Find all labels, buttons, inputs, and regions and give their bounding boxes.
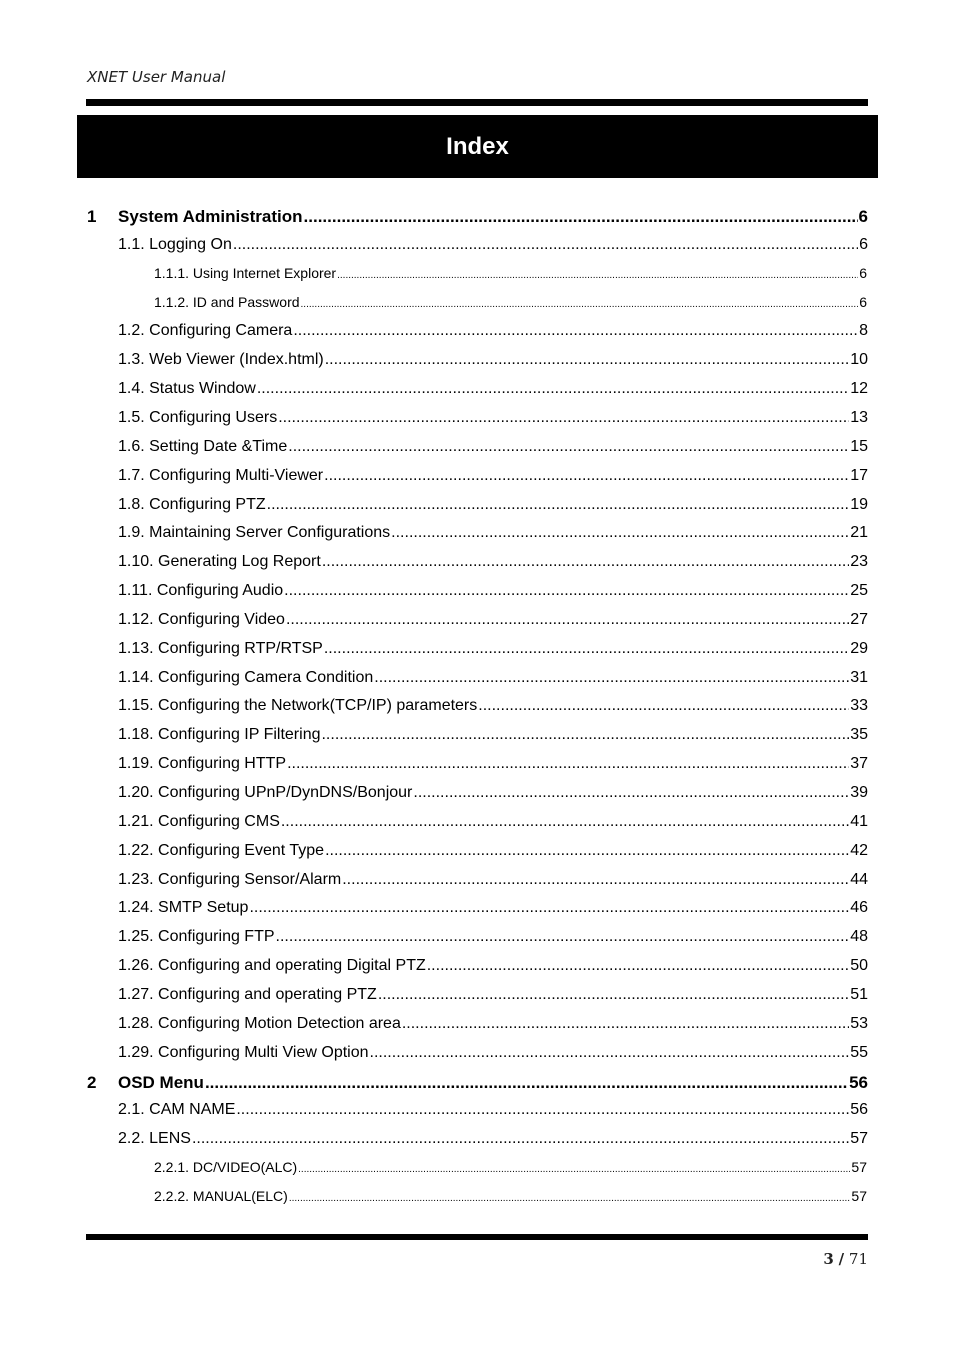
toc-entry-label: 1.20. Configuring UPnP/DynDNS/Bonjour bbox=[118, 784, 413, 801]
dot-leader bbox=[267, 496, 850, 514]
page-separator: / bbox=[838, 1250, 845, 1268]
toc-entry[interactable] bbox=[118, 1015, 868, 1033]
toc-entry[interactable] bbox=[87, 207, 868, 227]
toc-entry[interactable] bbox=[118, 871, 868, 889]
toc-page-number: 8 bbox=[859, 322, 868, 340]
toc-page-number: 42 bbox=[850, 841, 868, 859]
toc-entry[interactable] bbox=[118, 611, 868, 629]
toc-entry-label: 1.11. Configuring Audio bbox=[118, 582, 284, 600]
dot-leader bbox=[192, 1130, 849, 1148]
toc-page-number: 25 bbox=[850, 582, 868, 600]
dot-leader bbox=[413, 784, 849, 802]
toc-entry[interactable] bbox=[118, 1044, 868, 1062]
toc-entry[interactable] bbox=[118, 928, 868, 946]
dot-leader bbox=[325, 842, 849, 860]
dot-leader bbox=[286, 611, 849, 629]
toc-entry-label: 1.18. Configuring IP Filtering bbox=[118, 726, 321, 744]
dot-leader bbox=[370, 1044, 850, 1062]
toc-page-number: 56 bbox=[849, 1072, 868, 1092]
toc-section-number: 2 bbox=[87, 1072, 97, 1092]
dot-leader bbox=[322, 553, 849, 571]
toc-entry[interactable] bbox=[154, 1188, 867, 1204]
toc-page-number: 31 bbox=[850, 668, 868, 686]
toc-entry[interactable] bbox=[118, 380, 868, 398]
toc-entry[interactable] bbox=[118, 236, 868, 254]
toc-page-number: 12 bbox=[850, 380, 868, 398]
toc-entry[interactable] bbox=[118, 669, 868, 687]
toc-entry-label: 1.23. Configuring Sensor/Alarm bbox=[118, 870, 342, 888]
dot-leader bbox=[284, 582, 849, 600]
dot-leader bbox=[321, 726, 849, 744]
toc-entry-label: OSD Menu bbox=[118, 1072, 204, 1092]
toc-entry[interactable] bbox=[118, 755, 868, 773]
toc-page-number: 37 bbox=[850, 755, 868, 773]
toc-entry-label: 1.3. Web Viewer (Index.html) bbox=[118, 351, 324, 369]
toc-page-number: 44 bbox=[850, 870, 868, 888]
toc-page-number: 46 bbox=[850, 899, 868, 917]
toc-entry-label: System Administration bbox=[118, 207, 303, 226]
toc-page-number: 35 bbox=[850, 726, 868, 744]
toc-entry[interactable] bbox=[154, 265, 867, 281]
toc-page-number: 50 bbox=[850, 957, 868, 975]
toc-entry-label: 1.1.2. ID and Password bbox=[154, 293, 300, 310]
toc-entry[interactable] bbox=[118, 640, 868, 658]
toc-page-number: 55 bbox=[850, 1043, 868, 1061]
toc-entry[interactable] bbox=[118, 409, 868, 427]
toc-entry[interactable] bbox=[118, 986, 868, 1004]
dot-leader bbox=[324, 467, 849, 485]
toc-entry[interactable] bbox=[118, 1101, 868, 1119]
toc-entry[interactable] bbox=[118, 553, 868, 571]
toc-entry[interactable] bbox=[118, 496, 868, 514]
index-banner bbox=[77, 115, 878, 178]
toc-page-number: 6 bbox=[858, 207, 868, 226]
toc-entry-label: 1.8. Configuring PTZ bbox=[118, 495, 266, 513]
toc-entry-label: 2.2.1. DC/VIDEO(ALC) bbox=[154, 1159, 298, 1176]
dot-leader bbox=[288, 438, 849, 456]
toc-entry[interactable] bbox=[154, 1159, 867, 1175]
toc-page-number: 23 bbox=[850, 553, 868, 571]
toc-section-number: 1 bbox=[87, 207, 97, 226]
toc-page-number: 6 bbox=[859, 293, 867, 310]
toc-entry[interactable] bbox=[118, 322, 868, 340]
toc-entry[interactable] bbox=[118, 351, 868, 369]
dot-leader bbox=[281, 813, 849, 831]
toc-page-number: 57 bbox=[851, 1159, 867, 1176]
toc-entry-label: 1.22. Configuring Event Type bbox=[118, 841, 325, 859]
page-number bbox=[823, 1250, 868, 1268]
toc-entry-label: 1.4. Status Window bbox=[118, 380, 256, 398]
toc-entry-label: 1.9. Maintaining Server Configurations bbox=[118, 524, 391, 542]
toc-entry[interactable] bbox=[118, 957, 868, 975]
dot-leader bbox=[278, 409, 849, 427]
dot-leader bbox=[391, 524, 849, 542]
dot-leader bbox=[287, 755, 849, 773]
toc-entry[interactable] bbox=[118, 467, 868, 485]
current-page: 3 bbox=[823, 1250, 834, 1268]
toc-entry-label: 1.28. Configuring Motion Detection area bbox=[118, 1014, 401, 1032]
toc-entry-label: 1.25. Configuring FTP bbox=[118, 928, 275, 946]
dot-leader bbox=[233, 236, 858, 254]
dot-leader bbox=[342, 871, 849, 889]
toc-entry-label: 2.1. CAM NAME bbox=[118, 1101, 236, 1119]
toc-entry[interactable] bbox=[118, 582, 868, 600]
toc-page-number: 21 bbox=[850, 524, 868, 542]
toc-entry-label: 1.14. Configuring Camera Condition bbox=[118, 668, 374, 686]
index-title: Index bbox=[446, 132, 509, 160]
toc-entry[interactable] bbox=[118, 899, 868, 917]
toc-entry-label: 1.1.1. Using Internet Explorer bbox=[154, 264, 337, 281]
top-divider bbox=[86, 99, 868, 106]
toc-page-number: 48 bbox=[850, 928, 868, 946]
manual-title: XNET User Manual bbox=[87, 68, 226, 86]
dot-leader bbox=[337, 270, 858, 281]
dot-leader bbox=[236, 1101, 849, 1119]
toc-entry-label: 1.13. Configuring RTP/RTSP bbox=[118, 639, 323, 657]
dot-leader bbox=[324, 640, 849, 658]
toc-entry-label: 1.26. Configuring and operating Digital PTZ bbox=[118, 957, 426, 975]
toc-page-number: 51 bbox=[850, 985, 868, 1003]
dot-leader bbox=[249, 899, 849, 917]
total-pages: 71 bbox=[848, 1250, 868, 1268]
toc-entry-label: 1.29. Configuring Multi View Option bbox=[118, 1043, 369, 1061]
toc-entry[interactable] bbox=[118, 438, 868, 456]
dot-leader bbox=[478, 697, 849, 715]
dot-leader bbox=[289, 1193, 851, 1204]
toc-entry-label: 1.15. Configuring the Network(TCP/IP) parameters bbox=[118, 697, 478, 715]
toc-page-number: 33 bbox=[850, 697, 868, 715]
toc-page-number: 29 bbox=[850, 639, 868, 657]
toc-entry-label: 1.12. Configuring Video bbox=[118, 610, 285, 628]
dot-leader bbox=[325, 351, 849, 369]
toc-entry-label: 2.2.2. MANUAL(ELC) bbox=[154, 1187, 288, 1204]
toc-entry[interactable] bbox=[118, 784, 868, 802]
toc-entry[interactable] bbox=[118, 524, 868, 542]
dot-leader bbox=[402, 1015, 849, 1033]
toc-entry-label: 2.2. LENS bbox=[118, 1130, 191, 1148]
toc-entry[interactable] bbox=[118, 697, 868, 715]
toc-entry[interactable] bbox=[118, 842, 868, 860]
dot-leader bbox=[374, 669, 849, 687]
toc-entry-label: 1.7. Configuring Multi-Viewer bbox=[118, 466, 324, 484]
toc-page-number: 15 bbox=[850, 437, 868, 455]
toc-page-number: 13 bbox=[850, 408, 868, 426]
toc-page-number: 6 bbox=[859, 264, 867, 281]
toc-entry-label: 1.24. SMTP Setup bbox=[118, 899, 249, 917]
toc-entry-label: 1.2. Configuring Camera bbox=[118, 322, 293, 340]
toc-page-number: 10 bbox=[850, 351, 868, 369]
dot-leader bbox=[427, 957, 849, 975]
toc-page-number: 41 bbox=[850, 812, 868, 830]
toc-entry-label: 1.21. Configuring CMS bbox=[118, 812, 280, 830]
toc-entry-label: 1.5. Configuring Users bbox=[118, 408, 278, 426]
toc-entry[interactable] bbox=[154, 294, 867, 310]
toc-page-number: 53 bbox=[850, 1014, 868, 1032]
dot-leader bbox=[205, 1073, 848, 1093]
toc-entry-label: 1.1. Logging On bbox=[118, 235, 232, 253]
dot-leader bbox=[304, 207, 858, 227]
toc-page-number: 39 bbox=[850, 784, 868, 801]
toc-entry-label: 1.10. Generating Log Report bbox=[118, 553, 321, 571]
toc-entry[interactable] bbox=[118, 813, 868, 831]
dot-leader bbox=[276, 928, 850, 946]
toc-page-number: 6 bbox=[859, 235, 868, 253]
bottom-divider bbox=[86, 1234, 868, 1240]
dot-leader bbox=[298, 1164, 850, 1175]
dot-leader bbox=[378, 986, 849, 1004]
toc-page-number: 27 bbox=[850, 610, 868, 628]
toc-entry[interactable] bbox=[87, 1073, 868, 1093]
toc-entry[interactable] bbox=[118, 1130, 868, 1148]
toc-page-number: 17 bbox=[850, 466, 868, 484]
dot-leader bbox=[257, 380, 849, 398]
toc-entry-label: 1.6. Setting Date &Time bbox=[118, 437, 288, 455]
dot-leader bbox=[301, 299, 859, 310]
toc-entry-label: 1.19. Configuring HTTP bbox=[118, 755, 287, 773]
dot-leader bbox=[293, 322, 858, 340]
toc-page-number: 56 bbox=[850, 1101, 868, 1119]
toc-page-number: 57 bbox=[851, 1187, 867, 1204]
toc-page-number: 57 bbox=[850, 1130, 868, 1148]
toc-entry[interactable] bbox=[118, 726, 868, 744]
toc-entry-label: 1.27. Configuring and operating PTZ bbox=[118, 985, 377, 1003]
toc-page-number: 19 bbox=[850, 495, 868, 513]
